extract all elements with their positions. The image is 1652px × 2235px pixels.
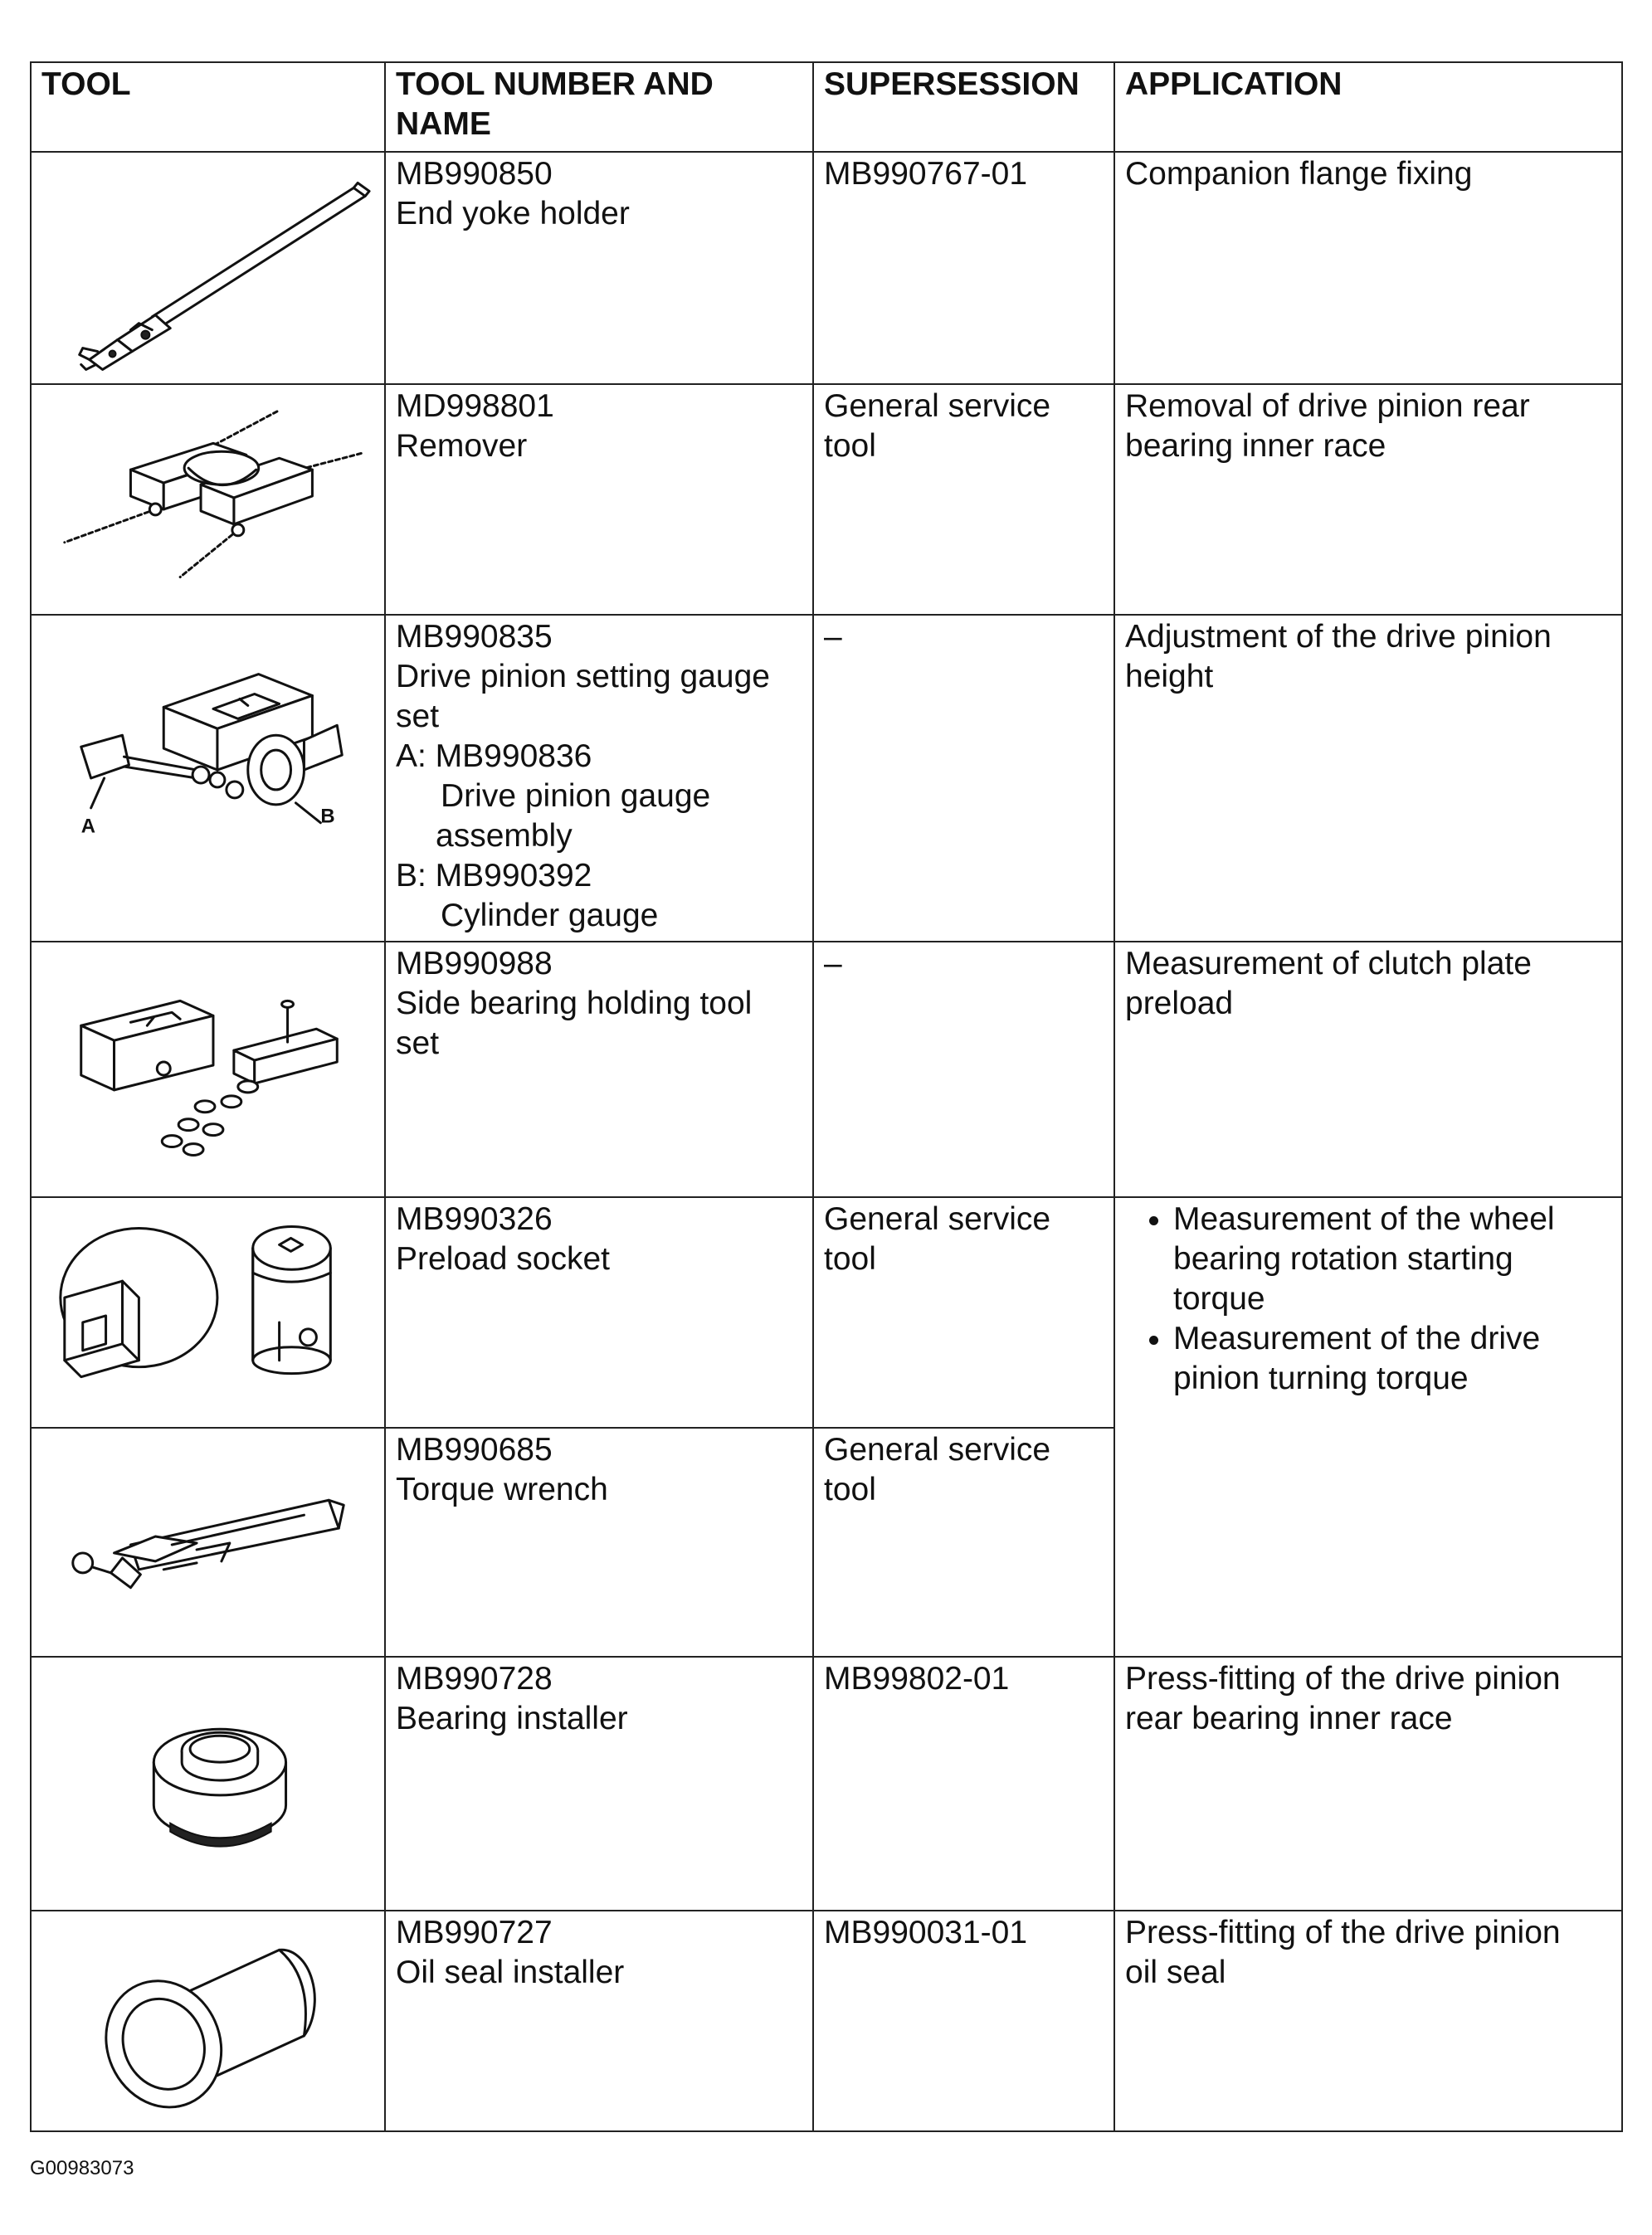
- supersession-cell: [813, 152, 1114, 384]
- application-bullet-2: [1173, 1319, 1611, 1399]
- tool-name: Bearing installer: [396, 1701, 628, 1736]
- supersession-cell: [813, 384, 1114, 615]
- application-cell: [1114, 1657, 1622, 1911]
- supersession-line2: tool: [824, 428, 876, 464]
- sub-tool-b-name: Cylinder gauge: [441, 898, 659, 933]
- tool-number: MB990835: [396, 619, 553, 655]
- supersession-line1: General service: [824, 1201, 1051, 1237]
- tool-image-cell: [31, 152, 385, 384]
- supersession-line1: General service: [824, 388, 1051, 424]
- tool-number-name-cell: [385, 615, 813, 942]
- table-row: [31, 615, 1622, 942]
- application-text: Companion flange fixing: [1125, 156, 1473, 192]
- tool-name-line2: set: [396, 699, 440, 734]
- tool-name: End yoke holder: [396, 196, 630, 231]
- figure-label-b: B: [320, 805, 335, 828]
- supersession-cell: [813, 1911, 1114, 2131]
- supersession-cell: [813, 1197, 1114, 1428]
- tool-number: MB990850: [396, 156, 553, 192]
- bearing-installer-icon: [32, 1658, 384, 1908]
- side-bearing-holding-tool-set-icon: [32, 942, 384, 1195]
- application-cell: [1114, 942, 1622, 1197]
- tool-number-name-cell: [385, 1197, 813, 1428]
- tool-image-cell: [31, 1657, 385, 1911]
- special-tools-table: [30, 61, 1623, 2132]
- tool-number: MB990728: [396, 1661, 553, 1697]
- tool-number: MB990326: [396, 1201, 553, 1237]
- application-line2: preload: [1125, 986, 1234, 1021]
- tool-number: MB990685: [396, 1432, 553, 1468]
- tool-image-cell: [31, 1911, 385, 2131]
- bullet1-line3: torque: [1173, 1281, 1265, 1317]
- supersession-value: MB99802-01: [824, 1661, 1010, 1697]
- torque-wrench-icon: [32, 1429, 384, 1654]
- sub-tool-b-number: B: MB990392: [396, 858, 592, 894]
- application-line1: Press-fitting of the drive pinion: [1125, 1661, 1561, 1697]
- tool-number: MB990727: [396, 1915, 553, 1950]
- tool-number-name-cell: [385, 1911, 813, 2131]
- header-tool: TOOL: [31, 62, 385, 152]
- application-cell: [1114, 384, 1622, 615]
- supersession-cell: [813, 1428, 1114, 1657]
- header-row: [31, 62, 1622, 152]
- tool-name: Torque wrench: [396, 1472, 608, 1507]
- application-line1: Adjustment of the drive pinion: [1125, 619, 1552, 655]
- table-row: [31, 1657, 1622, 1911]
- application-line2: bearing inner race: [1125, 428, 1386, 464]
- end-yoke-holder-icon: [32, 153, 384, 382]
- application-bullet-list: [1125, 1200, 1611, 1399]
- supersession-value: –: [824, 619, 842, 655]
- supersession-line1: General service: [824, 1432, 1051, 1468]
- application-line2: oil seal: [1125, 1955, 1226, 1990]
- figure-label-a: A: [80, 815, 95, 838]
- tool-image-cell: [31, 1428, 385, 1657]
- tool-name: Preload socket: [396, 1241, 610, 1277]
- table-row: [31, 1911, 1622, 2131]
- tool-number-name-cell: [385, 152, 813, 384]
- tool-image-cell: [31, 384, 385, 615]
- tool-number-name-cell: [385, 1657, 813, 1911]
- bullet2-line1: • Measurement of the drive: [1173, 1321, 1541, 1356]
- header-supersession: SUPERSESSION: [813, 62, 1114, 152]
- tool-number: MD998801: [396, 388, 554, 424]
- tool-image-cell: [31, 615, 385, 942]
- tool-number-name-cell: [385, 1428, 813, 1657]
- application-line1: Measurement of clutch plate: [1125, 946, 1532, 981]
- bullet1-line1: • Measurement of the wheel: [1173, 1201, 1555, 1237]
- header-tool-number-and-name: [385, 62, 813, 152]
- header-application: APPLICATION: [1114, 62, 1622, 152]
- application-line1: Removal of drive pinion rear: [1125, 388, 1530, 424]
- oil-seal-installer-icon: [32, 1911, 384, 2129]
- supersession-value: MB990767-01: [824, 156, 1028, 192]
- supersession-cell: [813, 942, 1114, 1197]
- table-row: [31, 942, 1622, 1197]
- application-cell: [1114, 1911, 1622, 2131]
- application-bullet-1: [1173, 1200, 1611, 1319]
- sub-tool-a-name-line2: assembly: [436, 818, 573, 854]
- tool-number-name-cell: [385, 384, 813, 615]
- tool-image-cell: [31, 1197, 385, 1428]
- tool-name: Remover: [396, 428, 528, 464]
- bullet1-line2: bearing rotation starting: [1173, 1241, 1513, 1277]
- tool-name-line2: set: [396, 1025, 440, 1061]
- application-cell-merged: [1114, 1197, 1622, 1657]
- application-cell: [1114, 615, 1622, 942]
- supersession-cell: [813, 615, 1114, 942]
- sub-tool-a-number: A: MB990836: [396, 738, 592, 774]
- application-line2: height: [1125, 659, 1214, 694]
- tool-number-name-cell: [385, 942, 813, 1197]
- application-line1: Press-fitting of the drive pinion: [1125, 1915, 1561, 1950]
- tool-name-line1: Drive pinion setting gauge: [396, 659, 770, 694]
- supersession-value: –: [824, 946, 842, 981]
- table-row: [31, 384, 1622, 615]
- tool-name: Oil seal installer: [396, 1955, 625, 1990]
- supersession-cell: [813, 1657, 1114, 1911]
- supersession-line2: tool: [824, 1472, 876, 1507]
- supersession-line2: tool: [824, 1241, 876, 1277]
- tool-image-cell: [31, 942, 385, 1197]
- drive-pinion-gauge-set-icon: [32, 616, 384, 939]
- table-row: [31, 152, 1622, 384]
- application-line2: rear bearing inner race: [1125, 1701, 1453, 1736]
- bullet2-line2: pinion turning torque: [1173, 1361, 1469, 1396]
- sub-tool-a-name-line1: Drive pinion gauge: [441, 778, 711, 814]
- supersession-value: MB990031-01: [824, 1915, 1028, 1950]
- preload-socket-icon: [32, 1198, 384, 1425]
- application-cell: [1114, 152, 1622, 384]
- header-tool-number-line2: NAME: [396, 106, 491, 142]
- tool-number: MB990988: [396, 946, 553, 981]
- remover-icon: [32, 385, 384, 612]
- tool-name-line1: Side bearing holding tool: [396, 986, 753, 1021]
- table-row: [31, 1197, 1622, 1428]
- figure-code: G00983073: [30, 2157, 134, 2179]
- header-tool-number-line1: TOOL NUMBER AND: [396, 66, 714, 102]
